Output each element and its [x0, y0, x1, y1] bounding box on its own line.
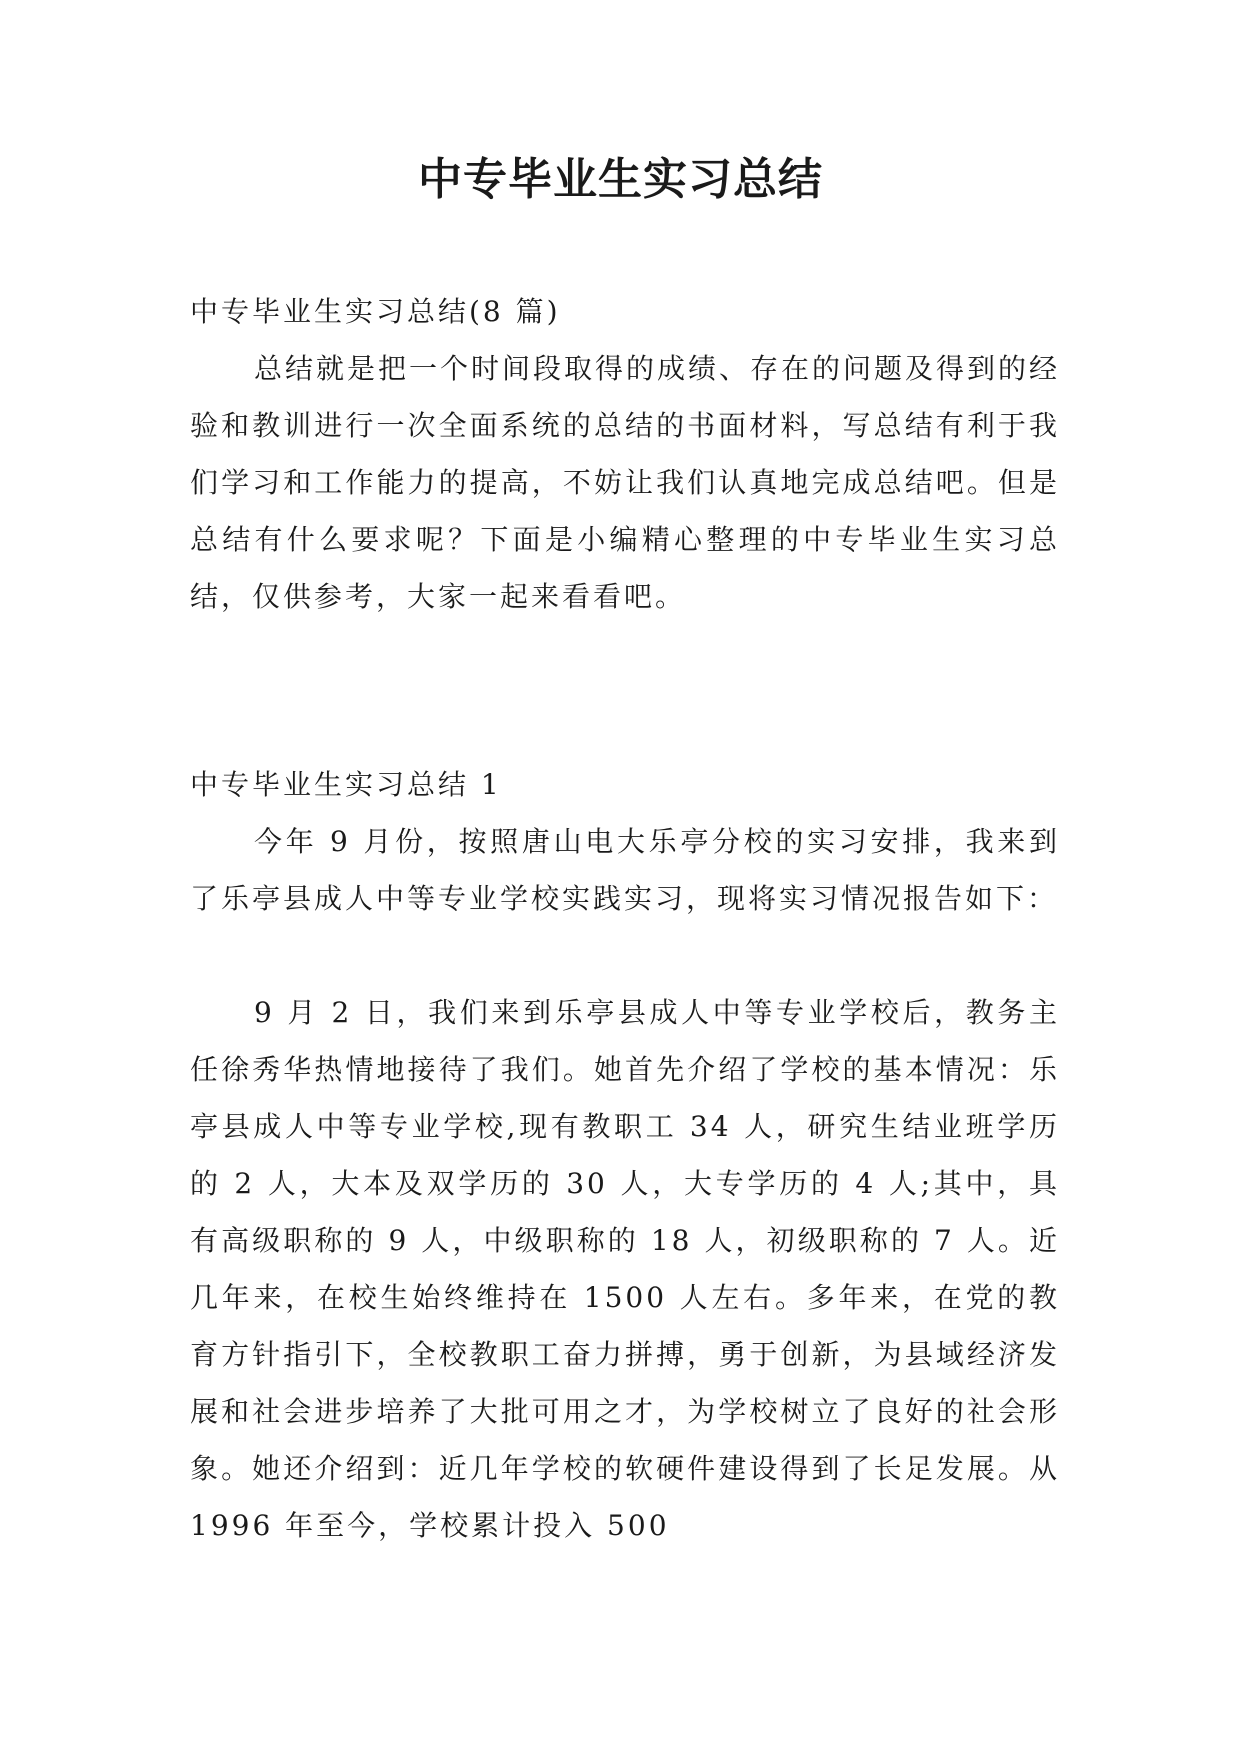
document-subtitle: 中专毕业生实习总结(8 篇) [190, 295, 561, 328]
section-paragraph: 今年 9 月份，按照唐山电大乐亭分校的实习安排，我来到了乐亭县成人中等专业学校实践实习，现将实习情况报告如下： [190, 825, 1060, 915]
document-title: 中专毕业生实习总结 [418, 154, 823, 205]
section-paragraph: 9 月 2 日，我们来到乐亭县成人中等专业学校后，教务主任徐秀华热情地接待了我们。她首先介绍了学校的基本情况：乐亭县成人中等专业学校,现有教职工 34 人，研究生结业班学历的 2 人，大本及双学历的 30 人，大专学历的 4 人;其中，具有高级职称的 9 人，中级职称的 18 人，初级职称的 7 人。近几年来，在校生始终维持在 1500 人左右。多年来，在党的教育方针指引下，全校教职工奋力拼搏，勇于创新，为县域经济发展和社会进步培养了大批可用之才，为学校树立了良好的社会形象。她还介绍到：近几年学校的软硬件建设得到了长足发展。从 1996 年至今，学校累计投入 500 [190, 996, 1060, 1542]
section-heading: 中专毕业生实习总结 1 [190, 768, 502, 801]
intro-paragraph: 总结就是把一个时间段取得的成绩、存在的问题及得到的经验和教训进行一次全面系统的总结的书面材料，写总结有利于我们学习和工作能力的提高，不妨让我们认真地完成总结吧。但是总结有什么要求呢？下面是小编精心整理的中专毕业生实习总结，仅供参考，大家一起来看看吧。 [190, 352, 1061, 613]
